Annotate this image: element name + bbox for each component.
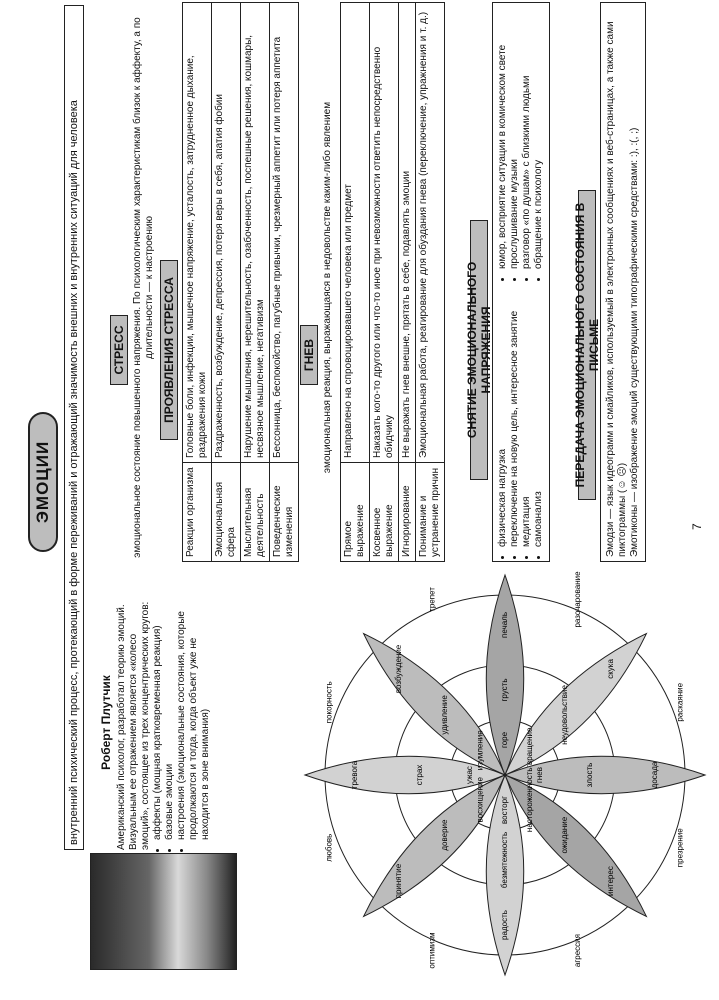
anger-definition: эмоциональная реакция, выражающаяся в недовольстве каким-либо явлением	[322, 101, 333, 474]
row-text: Эмоциональная работа, реагирование для обуздания гнева (переключение, упражнения и т. д.)	[416, 3, 445, 463]
petal-label: ужас	[465, 766, 475, 784]
row-label: Реакции организма	[183, 463, 212, 562]
petal-label: радость	[500, 910, 510, 940]
relief-item: • переключение на новую цель, интересное занятие	[509, 285, 521, 547]
bio-name: Роберт Плутчик	[99, 675, 113, 770]
row-label: Косвенное выражение	[370, 463, 399, 562]
relief-title: СНЯТИЕ ЭМОЦИОНАЛЬНОГО НАПРЯЖЕНИЯ	[470, 220, 488, 480]
wheel-petal	[364, 775, 505, 916]
biography	[100, 595, 212, 850]
row-text: Раздраженность, возбуждение, депрессия, потеря веры в себя, апатия фобии	[212, 3, 241, 463]
dyad-label: трепет	[427, 587, 437, 612]
petal-label: досада	[650, 761, 660, 789]
bio-item: • базовые эмоции	[164, 595, 176, 840]
row-text: Не выражать гнев внешне, прятать в себе, подавлять эмоции	[399, 3, 416, 463]
bio-item: • аффекты (мощная кратковременная реакция)	[152, 595, 164, 840]
anger-title: ГНЕВ	[300, 325, 318, 385]
relief-item: • разговор «по душам» с близкими людьми	[521, 7, 533, 269]
stress-definition: эмоциональное состояние повышенного напряжения. По психологическим характеристикам близок к аффекту, а по длительности — к настроению	[132, 17, 155, 558]
row-label: Игнорирование	[399, 463, 416, 562]
dyad-label: покорность	[324, 681, 334, 724]
dyad-label: презрение	[675, 828, 685, 868]
relief-item: • юмор, восприятие ситуации в комическом свете	[497, 7, 509, 269]
petal-label: печаль	[500, 612, 510, 638]
letter-box	[600, 2, 646, 562]
petal-label: возбуждение	[394, 644, 404, 694]
petal-label: ожидание	[560, 816, 570, 854]
wheel-petal	[505, 634, 646, 775]
dyad-label: разочарование	[572, 571, 582, 628]
relief-item: • прослушивание музыки	[509, 7, 521, 269]
table-row	[241, 3, 270, 562]
table-row	[399, 3, 416, 562]
wheel-petal	[505, 756, 705, 793]
dyad-label: оптимизм	[427, 932, 437, 969]
row-text: Наказать кого-то другого или что-то иное при невозможности ответить непосредственно обидчику	[370, 3, 399, 463]
row-label: Прямое выражение	[341, 463, 370, 562]
row-label: Поведенческие изменения	[270, 463, 299, 562]
emoticons-text: Эмотиконы — изображение эмоций существующими типографическими средствами: :), :(, ;)	[629, 127, 640, 557]
petal-label: отвращение	[524, 727, 534, 773]
emotion-definition: внутренний психический процесс, протекающий в форме переживаний и отражающий значимость внешних и внутренних ситуаций для человека	[64, 5, 84, 850]
petal-label: принятие	[394, 863, 404, 899]
petal-label: восхищение	[475, 777, 485, 823]
row-text: Направлено на спровоцировавшего человека или предмет	[341, 3, 370, 463]
petal-label: восторг	[500, 796, 510, 824]
petal-label: злость	[585, 762, 595, 788]
anger-table	[340, 2, 445, 562]
petal-label: тревога	[350, 760, 360, 790]
emoji-text: Эмодзи — язык идеограмм и смайликов, используемый в электронных сообщениях и веб-страницах, а также сами пиктограммы (☺ ☹)	[605, 21, 628, 557]
row-text: Нарушение мышления, нерешительность, озабоченность, поспешные решения, кошмары, несвязное мышление, негативизм	[241, 3, 270, 463]
portrait-photo	[90, 853, 237, 970]
wheel-petal	[486, 575, 523, 775]
row-label: Мыслительная деятельность	[241, 463, 270, 562]
row-label: Эмоциональная сфера	[212, 463, 241, 562]
relief-item: • обращение к психологу	[533, 7, 545, 269]
stress-title: СТРЕСС	[110, 315, 128, 385]
table-row	[270, 3, 299, 562]
row-text: Бессонница, беспокойство, пагубные привычки, чрезмерный аппетит или потеря аппетита	[270, 3, 299, 463]
petal-label: неудовольствие	[560, 685, 570, 745]
petal-label: страх	[415, 764, 425, 786]
petal-label: скука	[606, 659, 616, 679]
petal-label: доверие	[440, 819, 450, 851]
dyad-label: агрессия	[572, 933, 582, 968]
petal-label: изумление	[475, 730, 485, 771]
relief-item: • медитация	[521, 285, 533, 547]
row-text: Головные боли, инфекции, мышечное напряжение, усталость, затрудненное дыхание, раздражения кожи	[183, 3, 212, 463]
stress-table-title: ПРОЯВЛЕНИЯ СТРЕССА	[160, 260, 178, 440]
page-title: ЭМОЦИИ	[28, 412, 58, 552]
letter-title: ПЕРЕДАЧА ЭМОЦИОНАЛЬНОГО СОСТОЯНИЯ В ПИСЬМЕ	[578, 190, 596, 500]
petal-label: настороженность	[524, 767, 534, 833]
petal-label: интерес	[606, 866, 616, 896]
petal-label: грусть	[500, 678, 510, 702]
relief-box	[492, 2, 550, 562]
page-number: 7	[690, 523, 704, 530]
table-row	[183, 3, 212, 562]
petal-label: гнев	[535, 766, 545, 784]
table-row	[416, 3, 445, 562]
table-row	[212, 3, 241, 562]
wheel-petal	[486, 775, 523, 975]
emotion-wheel	[300, 570, 710, 980]
petal-label: безмятежность	[500, 831, 510, 889]
stress-table	[182, 2, 299, 562]
petal-label: горе	[500, 731, 510, 749]
petal-label: удивление	[440, 695, 450, 735]
row-label: Понимание и устранение причин	[416, 463, 445, 562]
bio-text: Американский психолог, разработал теорию эмоций. Визуальным ее отражением является «колесо эмоций», состоящее из трех концентрических кругов:	[116, 601, 151, 850]
dyad-label: любовь	[324, 833, 334, 862]
bio-item: • настроения (эмоциональные состояния, которые продолжаются и тогда, когда объект уже не находится в зоне внимания)	[176, 595, 212, 840]
relief-item: • физическая нагрузка	[497, 285, 509, 547]
dyad-label: раскаяние	[675, 682, 685, 722]
relief-item: • самоанализ	[533, 285, 545, 547]
table-row	[370, 3, 399, 562]
wheel-petal	[364, 634, 505, 775]
table-row	[341, 3, 370, 562]
